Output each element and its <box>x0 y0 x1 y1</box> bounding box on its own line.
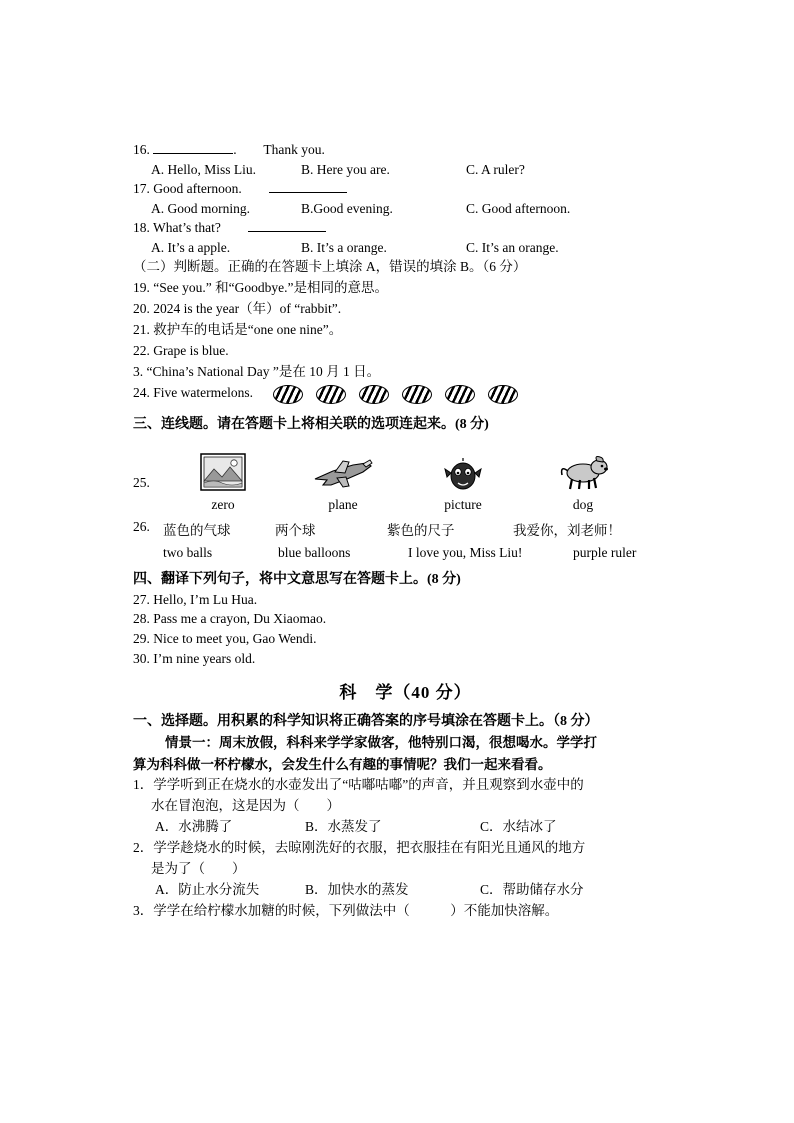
question-26-prompts <box>133 519 678 539</box>
option-c[interactable]: C．帮助储存水分 <box>480 881 584 897</box>
question-17-text: 17. Good afternoon. <box>133 181 242 197</box>
science-section-title: 科 学（40 分） <box>339 683 472 703</box>
tf-item-19: 19. “See you.” 和“Goodbye.”是相同的意思。 <box>133 280 388 296</box>
option-c[interactable]: C. It’s an orange. <box>466 239 559 255</box>
translate-item-29: 29. Nice to meet you, Gao Wendi. <box>133 630 317 646</box>
option-a[interactable]: A．防止水分流失 <box>155 881 260 897</box>
translate-item-27: 27. Hello, I’m Lu Hua. <box>133 591 258 607</box>
translate-item-30: 30. I’m nine years old. <box>133 650 256 666</box>
science-q3-line1: 3．学学在给柠檬水加糖的时候，下列做法中（ ）不能加快溶解。 <box>133 902 559 918</box>
word-label[interactable]: dog <box>572 496 594 512</box>
option-c[interactable]: C．水结冰了 <box>480 819 557 835</box>
translate-item-28: 28. Pass me a crayon, Du Xiaomao. <box>133 611 327 627</box>
tf-item-23: 3. “China’s National Day ”是在 10 月 1 日。 <box>133 363 381 379</box>
science-q2-options <box>133 880 678 901</box>
option-b[interactable]: B．水蒸发了 <box>305 819 382 835</box>
option-a[interactable]: A．水沸腾了 <box>155 819 233 835</box>
question-26-number: 26. <box>133 518 150 534</box>
question-16-stem <box>133 140 678 160</box>
question-16-number: 16. <box>133 142 150 157</box>
option-b[interactable]: B.Good evening. <box>301 200 393 216</box>
question-17-options <box>133 199 678 219</box>
question-18-options <box>133 238 678 258</box>
picture-cell-4 <box>523 453 643 491</box>
page-content <box>133 140 678 922</box>
watermelon-icon <box>316 385 346 404</box>
answer-blank-16 <box>153 141 233 154</box>
tf-item-22: 22. Grape is blue. <box>133 343 229 359</box>
science-q2-line1: 2．学学趁烧水的时候，去晾刚洗好的衣服，把衣服挂在有阳光且通风的地方 <box>133 840 586 856</box>
word-label[interactable]: zero <box>211 496 235 512</box>
part-4-heading: 四、翻译下列句子，将中文意思写在答题卡上。(8 分) <box>133 571 461 587</box>
question-25-number: 25. <box>133 474 150 490</box>
picture-frame-icon <box>443 457 483 491</box>
match-item[interactable]: 两个球 <box>275 522 316 538</box>
picture-cell-1 <box>163 453 283 491</box>
watermelon-icon <box>445 385 475 404</box>
answer-blank-17 <box>269 180 347 193</box>
question-16-text: . Thank you. <box>233 142 325 157</box>
match-answer[interactable]: two balls <box>163 544 213 560</box>
tf-item-24: 24. Five watermelons. <box>133 384 253 400</box>
picture-cell-2 <box>283 457 403 491</box>
option-b[interactable]: B. Here you are. <box>301 161 390 177</box>
watermelon-icon <box>359 385 389 404</box>
match-answer[interactable]: blue balloons <box>278 544 351 560</box>
picture-matching-row <box>133 439 678 491</box>
option-c[interactable]: C. Good afternoon. <box>466 200 571 216</box>
question-16-options <box>133 160 678 180</box>
match-item[interactable]: 我爱你，刘老师！ <box>513 522 621 538</box>
option-a[interactable]: A. Good morning. <box>151 200 250 216</box>
scenario-line-2: 算为科科做一杯柠檬水，会发生什么有趣的事情呢？我们一起来看看。 <box>133 756 552 772</box>
science-q2-line2: 是为了（ ） <box>151 860 246 876</box>
scenario-line-1: 情景一：周末放假，科科来学学家做客，他特别口渴，很想喝水。学学打 <box>165 735 597 751</box>
science-part-1-heading: 一、选择题。用积累的科学知识将正确答案的序号填涂在答题卡上。（8 分） <box>133 714 599 730</box>
part-3-heading: 三、连线题。请在答题卡上将相关联的选项连起来。(8 分) <box>133 416 489 432</box>
option-b[interactable]: B. It’s a orange. <box>301 239 387 255</box>
word-label[interactable]: picture <box>444 496 482 512</box>
science-q1-options <box>133 817 678 838</box>
match-item[interactable]: 紫色的尺子 <box>387 522 455 538</box>
picture-cell-3 <box>403 457 523 491</box>
dog-icon <box>556 453 610 491</box>
option-b[interactable]: B．加快水的蒸发 <box>305 881 409 897</box>
watermelon-icon <box>488 385 518 404</box>
match-item[interactable]: 蓝色的气球 <box>163 522 231 538</box>
option-c[interactable]: C. A ruler? <box>466 161 525 177</box>
tf-item-21: 21. 救护车的电话是“one one nine”。 <box>133 322 343 338</box>
option-a[interactable]: A. It’s a apple. <box>151 239 231 255</box>
watermelon-icon <box>402 385 432 404</box>
question-18-text: 18. What’s that? <box>133 220 221 236</box>
match-answer[interactable]: purple ruler <box>573 544 637 560</box>
part-2-heading: （二）判断题。正确的在答题卡上填涂 A，错误的填涂 B。（6 分） <box>133 259 527 275</box>
science-q1-line1: 1．学学听到正在烧水的水壶发出了“咕嘟咕嘟”的声音，并且观察到水壶中的 <box>133 777 584 793</box>
word-label[interactable]: plane <box>328 496 358 512</box>
match-answer[interactable]: I love you, Miss Liu! <box>408 544 523 560</box>
landscape-photo-icon <box>200 453 246 491</box>
watermelon-icon <box>273 385 303 404</box>
airplane-icon <box>313 457 373 491</box>
tf-item-20: 20. 2024 is the year（年）of “rabbit”. <box>133 301 342 317</box>
question-17-stem <box>133 179 678 199</box>
question-26-answers <box>133 545 678 561</box>
science-q1-line2: 水在冒泡泡，这是因为（ ） <box>151 798 340 814</box>
answer-blank-18 <box>248 219 326 232</box>
picture-word-labels <box>133 497 678 513</box>
question-18-stem <box>133 218 678 238</box>
option-a[interactable]: A. Hello, Miss Liu. <box>151 161 257 177</box>
